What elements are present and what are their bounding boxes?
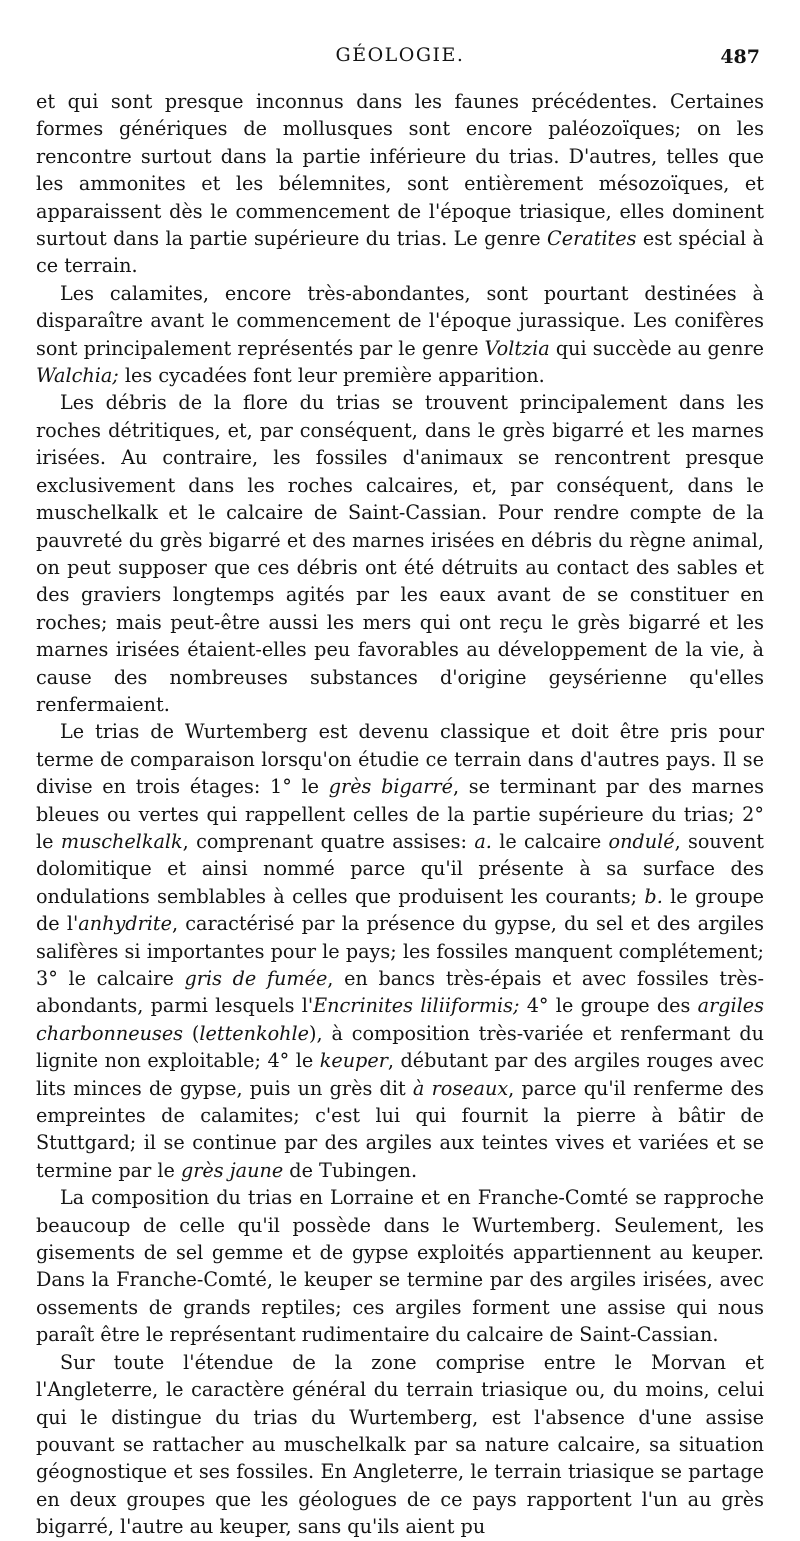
text-run: , comprenant quatre assises: <box>182 829 475 853</box>
paragraph <box>36 280 764 390</box>
page-header <box>36 44 764 88</box>
text-run: , parce qu'il renferme des empreintes de calamites; c'est lui qui fournit la pierre à bâtir de Stuttgard; il se continue par des argiles aux teintes vives et variées et se termine par le <box>36 1076 764 1182</box>
italic-text: argiles charbonneuses <box>36 994 764 1045</box>
italic-text: Encrinites liliiformis; <box>313 994 520 1018</box>
text-run: le groupe de l' <box>36 884 764 936</box>
italic-text: a. <box>474 829 492 853</box>
text-run: et qui sont presque inconnus dans les faunes précédentes. Certaines formes génériques de mollusques sont encore paléozoïques; on les rencontre surtout dans la partie inférieure du trias. D'autres, telles que les ammonites et les bélemnites, sont entièrement mésozoïques, et apparaissent dès le commencement de l'époque triasique, elles dominent surtout dans la partie supérieure du trias. Le genre <box>36 90 764 251</box>
italic-text: à roseaux <box>412 1076 509 1100</box>
text-run: Le trias de Wurtemberg est devenu classique et doit être pris pour terme de comparaison lorsqu'on étudie ce terrain dans d'autres pays. Il se divise en trois étages: 1° le <box>36 720 764 799</box>
paragraph <box>36 389 764 718</box>
italic-text: grès bigarré <box>328 775 453 799</box>
text-run: Sur toute l'étendue de la zone comprise entre le Morvan et l'Angleterre, le caractère général du terrain triasique ou, du moins, celui qui le distingue du trias du Wurtemberg, est l'absence d'une assise pouvant se rattacher au muschelkalk par sa nature calcaire, sa situation géognostique et ses fossiles. En Angleterre, le terrain triasique se partage en deux groupes que les géologues de ce pays rapportent l'un au grès bigarré, l'autre au keuper, sans qu'ils aient pu <box>36 1350 764 1539</box>
italic-text: b. <box>644 884 663 908</box>
text-run: ), à composition très-variée et renfermant du lignite non exploitable; 4° le <box>36 1021 764 1073</box>
text-run: La composition du trias en Lorraine et en Franche-Comté se rapproche beaucoup de celle qu'il possède dans le Wurtemberg. Seulement, les gisements de sel gemme et de gypse exploités appartiennent au keuper. Dans la Franche-Comté, le keuper se termine par des argiles irisées, avec ossements de grands reptiles; ces argiles forment une assise qui nous paraît être le représentant rudimentaire du calcaire de Saint-Cassian. <box>36 1186 764 1347</box>
paragraph <box>36 718 764 1184</box>
text-run: Les calamites, encore très-abondantes, sont pourtant destinées à disparaître avant le commencement de l'époque jurassique. Les conifères sont principalement représentés par le genre <box>36 281 764 360</box>
italic-text: grès jaune <box>180 1158 284 1182</box>
text-run: les cycadées font leur première apparition. <box>118 364 545 388</box>
text-run: qui succède au genre <box>549 336 764 360</box>
text-run: , caractérisé par la présence du gypse, du sel et des argiles salifères si importantes pour le pays; les fossiles manquent complétement; 3° le calcaire <box>36 912 764 990</box>
text-run: , souvent dolomitique et ainsi nommé parce qu'il présente à sa surface des ondulations semblables à celles que produisent les courants; <box>36 829 765 908</box>
text-run: de Tubingen. <box>283 1158 418 1182</box>
paragraph <box>36 1184 764 1348</box>
italic-text: Walchia; <box>36 364 119 388</box>
italic-text: Voltzia <box>484 336 550 360</box>
text-run: , en bancs très-épais et avec fossiles très-abondants, parmi lesquels l' <box>36 967 764 1018</box>
text-run: est spécial à ce terrain. <box>36 227 764 278</box>
italic-text: keuper <box>319 1049 388 1073</box>
italic-text: Ceratites <box>547 227 637 251</box>
text-run: ( <box>183 1021 200 1045</box>
text-run: 4° le groupe des <box>519 994 698 1018</box>
paragraph <box>36 88 764 280</box>
running-title: GÉOLOGIE. <box>335 44 465 66</box>
italic-text: muschelkalk <box>60 829 183 853</box>
text-run: , se terminant par des marnes bleues ou vertes qui rappellent celles de la partie supérieure du trias; 2° le <box>36 775 764 853</box>
italic-text: gris de fumée <box>184 967 328 990</box>
text-run: , débutant par des argiles rouges avec lits minces de gypse, puis un grès dit <box>36 1049 764 1100</box>
text-run: Les débris de la flore du trias se trouvent principalement dans les roches détritiques, et, par conséquent, dans le grès bigarré et les marnes irisées. Au contraire, les fossiles d'animaux se rencontrent presque exclusivement dans les roches calcaires, et, par conséquent, dans le muschelkalk et le calcaire de Saint-Cassian. Pour rendre compte de la pauvreté du grès bigarré et des marnes irisées en débris du règne animal, on peut supposer que ces débris ont été détruits au contact des sables et des graviers longtemps agités par les eaux avant de se constituer en roches; mais peut-être aussi les mers qui ont reçu le grès bigarré et les marnes irisées étaient-elles peu favorables au développement de la vie, à cause des nombreuses substances d'origine geysérienne qu'elles renfermaient. <box>36 391 764 716</box>
paragraph <box>36 1349 764 1541</box>
text-run: le calcaire <box>491 829 609 853</box>
page-number: 487 <box>720 46 760 68</box>
italic-text: lettenkohle <box>199 1021 310 1045</box>
page-body <box>36 88 764 1541</box>
italic-text: anhydrite <box>78 912 172 936</box>
italic-text: ondulé <box>608 829 675 853</box>
